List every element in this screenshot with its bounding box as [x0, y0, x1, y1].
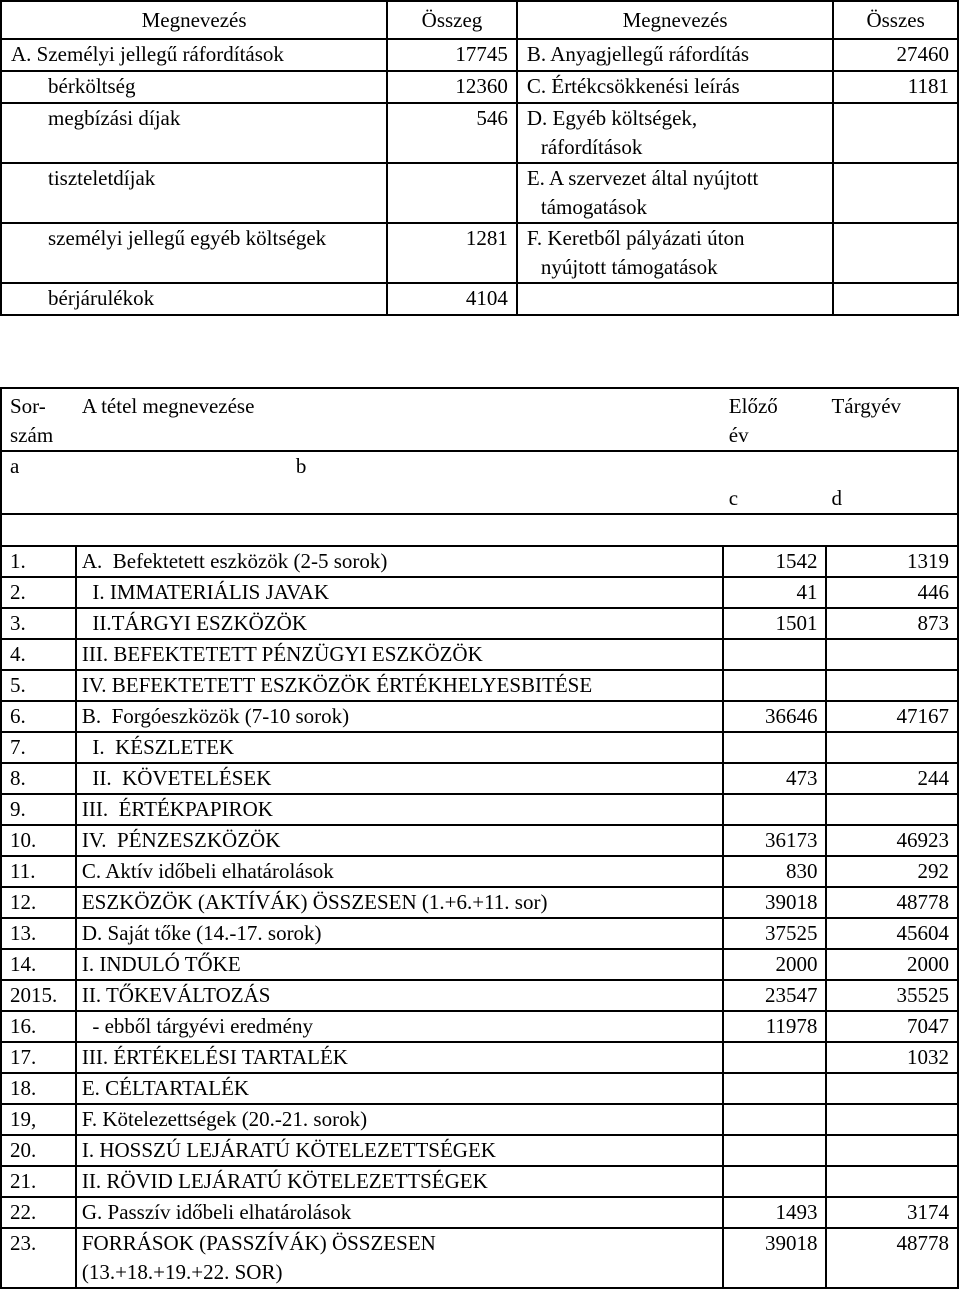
header-previous-year-line1: Előző [728, 394, 778, 418]
row-number: 3. [1, 608, 76, 639]
header-item-name: A tétel megnevezése [76, 388, 723, 451]
item-name: ESZKÖZÖK (AKTÍVÁK) ÖSSZESEN (1.+6.+11. sor) [76, 887, 723, 918]
previous-year-value: 2000 [723, 949, 827, 980]
expense-left-amount: 1281 [387, 223, 517, 283]
current-year-value: 48778 [826, 887, 958, 918]
expense-row [1, 71, 958, 103]
header-row-number-line1: Sor- [10, 394, 46, 418]
balance-sheet-table [0, 387, 959, 1289]
item-name: I. IMMATERIÁLIS JAVAK [76, 577, 723, 608]
current-year-value: 1319 [826, 546, 958, 577]
balance-row [1, 1042, 958, 1073]
previous-year-value [723, 1073, 827, 1104]
balance-row [1, 980, 958, 1011]
header-amount-right: Összes [833, 1, 958, 39]
current-year-value [826, 794, 958, 825]
header-previous-year-line2: év [728, 423, 749, 447]
row-number: 6. [1, 701, 76, 732]
balance-row [1, 856, 958, 887]
balance-row [1, 763, 958, 794]
expense-right-amount: 27460 [833, 39, 958, 71]
balance-row [1, 670, 958, 701]
row-number: 4. [1, 639, 76, 670]
expense-right-name-line2: támogatások [540, 195, 647, 219]
current-year-value: 873 [826, 608, 958, 639]
balance-row [1, 1135, 958, 1166]
item-name: C. Aktív időbeli elhatárolások [76, 856, 723, 887]
previous-year-value: 1493 [723, 1197, 827, 1228]
item-name: E. CÉLTARTALÉK [76, 1073, 723, 1104]
header-current-year: Tárgyév [826, 388, 958, 451]
previous-year-value [723, 1104, 827, 1135]
header-name-left: Megnevezés [1, 1, 387, 39]
item-name: III. ÉRTÉKELÉSI TARTALÉK [76, 1042, 723, 1073]
balance-row [1, 794, 958, 825]
current-year-value: 292 [826, 856, 958, 887]
previous-year-value: 41 [723, 577, 827, 608]
expense-row [1, 39, 958, 71]
item-name: IV. PÉNZESZKÖZÖK [76, 825, 723, 856]
letter-c: c [723, 451, 827, 514]
previous-year-value [723, 1166, 827, 1197]
previous-year-value: 36173 [723, 825, 827, 856]
expense-row [1, 283, 958, 315]
item-name: D. Saját tőke (14.-17. sorok) [76, 918, 723, 949]
row-number: 23. [1, 1228, 76, 1288]
letter-a: a [1, 451, 76, 514]
previous-year-value: 830 [723, 856, 827, 887]
balance-row [1, 1011, 958, 1042]
row-number: 18. [1, 1073, 76, 1104]
expense-left-amount: 17745 [387, 39, 517, 71]
balance-row [1, 577, 958, 608]
current-year-value [826, 639, 958, 670]
previous-year-value [723, 732, 827, 763]
balance-row [1, 949, 958, 980]
balance-row [1, 887, 958, 918]
item-name [76, 1228, 723, 1288]
header-name-right: Megnevezés [517, 1, 833, 39]
row-number: 21. [1, 1166, 76, 1197]
row-number: 7. [1, 732, 76, 763]
previous-year-value: 36646 [723, 701, 827, 732]
letter-b: b [76, 451, 723, 514]
header-amount-left: Összeg [387, 1, 517, 39]
balance-row [1, 825, 958, 856]
previous-year-value [723, 670, 827, 701]
previous-year-value [723, 1135, 827, 1166]
previous-year-value [723, 794, 827, 825]
previous-year-value: 1501 [723, 608, 827, 639]
current-year-value: 45604 [826, 918, 958, 949]
balance-body [1, 546, 958, 1288]
previous-year-value: 11978 [723, 1011, 827, 1042]
item-name-line1: FORRÁSOK (PASSZÍVÁK) ÖSSZESEN [81, 1231, 436, 1255]
expense-row [1, 223, 958, 283]
balance-row [1, 546, 958, 577]
balance-row [1, 639, 958, 670]
previous-year-value: 23547 [723, 980, 827, 1011]
current-year-value: 244 [826, 763, 958, 794]
previous-year-value: 473 [723, 763, 827, 794]
current-year-value: 1032 [826, 1042, 958, 1073]
expense-right-empty [517, 283, 833, 315]
balance-spacer-row [1, 514, 958, 546]
expense-right-empty-amount [833, 283, 958, 315]
item-name: II.TÁRGYI ESZKÖZÖK [76, 608, 723, 639]
row-number: 22. [1, 1197, 76, 1228]
row-number: 10. [1, 825, 76, 856]
row-number: 12. [1, 887, 76, 918]
current-year-value [826, 1104, 958, 1135]
expense-right-amount [833, 163, 958, 223]
current-year-value: 2000 [826, 949, 958, 980]
expense-right-amount [833, 103, 958, 163]
balance-row [1, 701, 958, 732]
expense-right-name-line1: F. Keretből pályázati úton [526, 226, 745, 250]
balance-row [1, 1197, 958, 1228]
expense-left-name: bérköltség [1, 71, 387, 103]
previous-year-value: 1542 [723, 546, 827, 577]
row-number: 20. [1, 1135, 76, 1166]
row-number: 16. [1, 1011, 76, 1042]
current-year-value [826, 732, 958, 763]
expense-row [1, 163, 958, 223]
expense-right-name-line2: ráfordítások [540, 135, 643, 159]
expense-right-name: C. Értékcsökkenési leírás [517, 71, 833, 103]
current-year-value: 7047 [826, 1011, 958, 1042]
expense-right-name-line2: nyújtott támogatások [540, 255, 718, 279]
balance-row [1, 608, 958, 639]
expense-left-amount: 4104 [387, 283, 517, 315]
item-name-line2: (13.+18.+19.+22. SOR) [81, 1260, 283, 1284]
item-name: F. Kötelezettségek (20.-21. sorok) [76, 1104, 723, 1135]
header-row-number-line2: szám [10, 423, 54, 447]
expense-right-amount: 1181 [833, 71, 958, 103]
balance-header-row [1, 388, 958, 451]
expense-left-amount: 546 [387, 103, 517, 163]
item-name: G. Passzív időbeli elhatárolások [76, 1197, 723, 1228]
current-year-value [826, 1166, 958, 1197]
current-year-value [826, 1135, 958, 1166]
current-year-value: 446 [826, 577, 958, 608]
expense-right-name-line1: E. A szervezet által nyújtott [526, 166, 759, 190]
header-row-number [1, 388, 76, 451]
item-name: I. INDULÓ TŐKE [76, 949, 723, 980]
item-name: II. TŐKEVÁLTOZÁS [76, 980, 723, 1011]
previous-year-value [723, 1042, 827, 1073]
row-number: 2015. [1, 980, 76, 1011]
balance-row [1, 1073, 958, 1104]
row-number: 17. [1, 1042, 76, 1073]
expense-right-name [517, 103, 833, 163]
item-name: A. Befektetett eszközök (2-5 sorok) [76, 546, 723, 577]
expense-right-name [517, 223, 833, 283]
current-year-value [826, 1073, 958, 1104]
item-name: B. Forgóeszközök (7-10 sorok) [76, 701, 723, 732]
balance-letter-row [1, 451, 958, 514]
expense-left-amount: 12360 [387, 71, 517, 103]
item-name: I. KÉSZLETEK [76, 732, 723, 763]
expense-right-name-line1: D. Egyéb költségek, [526, 106, 698, 130]
expense-left-name: megbízási díjak [1, 103, 387, 163]
item-name: - ebből tárgyévi eredmény [76, 1011, 723, 1042]
letter-d: d [826, 451, 958, 514]
expense-right-name [517, 163, 833, 223]
balance-row [1, 1228, 958, 1288]
row-number: 9. [1, 794, 76, 825]
row-number: 2. [1, 577, 76, 608]
item-name: I. HOSSZÚ LEJÁRATÚ KÖTELEZETTSÉGEK [76, 1135, 723, 1166]
expense-right-name: B. Anyagjellegű ráfordítás [517, 39, 833, 71]
expense-left-name: személyi jellegű egyéb költségek [1, 223, 387, 283]
previous-year-value: 39018 [723, 1228, 827, 1288]
row-number: 19, [1, 1104, 76, 1135]
previous-year-value: 37525 [723, 918, 827, 949]
current-year-value: 48778 [826, 1228, 958, 1288]
row-number: 14. [1, 949, 76, 980]
row-number: 8. [1, 763, 76, 794]
expense-header-row [1, 1, 958, 39]
item-name: III. BEFEKTETETT PÉNZÜGYI ESZKÖZÖK [76, 639, 723, 670]
previous-year-value [723, 639, 827, 670]
balance-row [1, 1166, 958, 1197]
expense-summary-table [0, 0, 959, 316]
current-year-value: 46923 [826, 825, 958, 856]
row-number: 11. [1, 856, 76, 887]
expense-row [1, 103, 958, 163]
item-name: II. KÖVETELÉSEK [76, 763, 723, 794]
row-number: 1. [1, 546, 76, 577]
header-previous-year [723, 388, 827, 451]
row-number: 5. [1, 670, 76, 701]
balance-row [1, 918, 958, 949]
current-year-value: 35525 [826, 980, 958, 1011]
expense-left-name: A. Személyi jellegű ráfordítások [1, 39, 387, 71]
item-name: III. ÉRTÉKPAPIROK [76, 794, 723, 825]
current-year-value: 3174 [826, 1197, 958, 1228]
balance-row [1, 1104, 958, 1135]
item-name: IV. BEFEKTETETT ESZKÖZÖK ÉRTÉKHELYESBITÉSE [76, 670, 723, 701]
expense-left-amount [387, 163, 517, 223]
expense-left-name: tiszteletdíjak [1, 163, 387, 223]
balance-row [1, 732, 958, 763]
current-year-value: 47167 [826, 701, 958, 732]
previous-year-value: 39018 [723, 887, 827, 918]
expense-right-amount [833, 223, 958, 283]
current-year-value [826, 670, 958, 701]
row-number: 13. [1, 918, 76, 949]
expense-left-name: bérjárulékok [1, 283, 387, 315]
item-name: II. RÖVID LEJÁRATÚ KÖTELEZETTSÉGEK [76, 1166, 723, 1197]
